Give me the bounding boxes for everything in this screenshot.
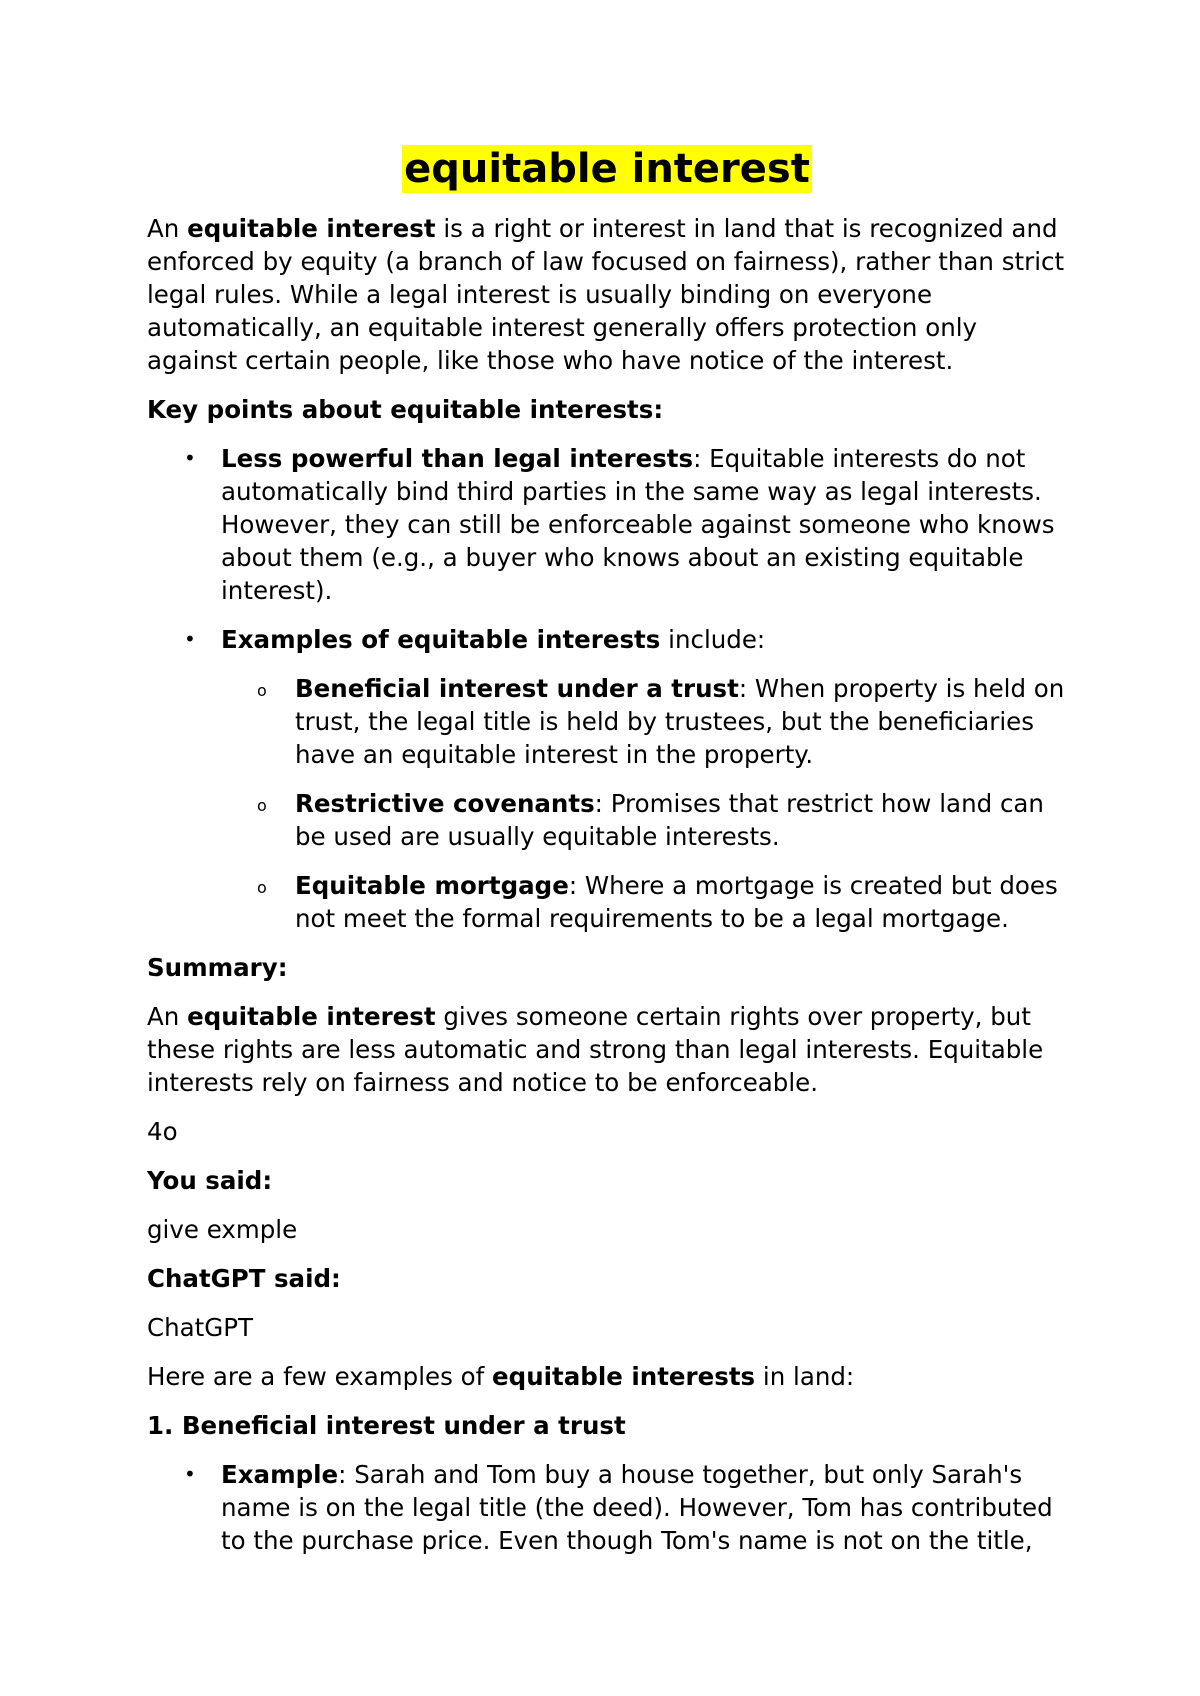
chatgpt-said-label <box>147 1262 1067 1295</box>
list-item-example1 <box>147 1458 1067 1557</box>
bullet-icon: • <box>184 627 196 651</box>
intro-text-start: An <box>147 214 188 243</box>
example1-list <box>147 1458 1067 1557</box>
sublist-item-text: : Promises that restrict how land can be used are usually equitable interests. <box>295 789 1044 851</box>
examples-intro-rest: in land: <box>755 1362 855 1391</box>
sublist-item-trust <box>221 672 1067 771</box>
sublist-item-bold: Beneficial interest under a trust <box>295 674 739 703</box>
examples-intro-paragraph <box>147 1360 1067 1393</box>
user-message: give exmple <box>147 1215 298 1244</box>
list-item-text: : Sarah and Tom buy a house together, but only Sarah's name is on the legal title (the deed). However, Tom has contributed to the purchase price. Even though Tom's name is not on the title, <box>221 1460 1053 1555</box>
title-block <box>147 145 1067 193</box>
summary-text-rest: gives someone certain rights over property, but these rights are less automatic and strong than legal interests. Equitable interests rely on fairness and notice to be enforceable. <box>147 1002 1044 1097</box>
summary-heading-text: Summary: <box>147 953 288 982</box>
bullet-icon: • <box>184 446 196 470</box>
intro-paragraph <box>147 212 1067 377</box>
key-points-heading-text: Key points about equitable interests: <box>147 395 664 424</box>
list-item-bold: Less powerful than legal interests <box>221 444 694 473</box>
circle-bullet-icon: o <box>257 796 267 815</box>
key-points-list <box>147 442 1067 935</box>
examples-intro-bold: equitable interests <box>492 1362 756 1391</box>
model-label: 4o <box>147 1117 178 1146</box>
sublist-item-text: : Where a mortgage is created but does not meet the formal requirements to be a legal mortgage. <box>295 871 1058 933</box>
you-said-label <box>147 1164 1067 1197</box>
list-item-text: include: <box>660 625 766 654</box>
chatgpt-said-text: ChatGPT said: <box>147 1264 341 1293</box>
bullet-icon: • <box>184 1462 196 1486</box>
sublist-item-text: : When property is held on trust, the legal title is held by trustees, but the beneficiaries have an equitable interest in the property. <box>295 674 1065 769</box>
list-item-text: : Equitable interests do not automatically bind third parties in the same way as legal interests. However, they can still be enforceable against someone who knows about them (e.g., a buyer who knows about an existing equitable interest). <box>221 444 1055 605</box>
summary-text-start: An <box>147 1002 188 1031</box>
circle-bullet-icon: o <box>257 878 267 897</box>
section1-heading-text: 1. Beneficial interest under a trust <box>147 1411 626 1440</box>
section1-heading <box>147 1409 1067 1442</box>
sublist-item-bold: Equitable mortgage <box>295 871 569 900</box>
list-item-bold: Examples of equitable interests <box>221 625 661 654</box>
sublist-item-bold: Restrictive covenants <box>295 789 595 818</box>
page-title: equitable interest <box>404 146 810 192</box>
examples-sublist <box>221 672 1067 935</box>
summary-bold-term: equitable interest <box>187 1002 436 1031</box>
chatgpt-name: ChatGPT <box>147 1313 253 1342</box>
you-said-text: You said: <box>147 1166 273 1195</box>
list-item-bold: Example <box>221 1460 339 1489</box>
list-item-less-powerful <box>147 442 1067 607</box>
sublist-item-covenants <box>221 787 1067 853</box>
circle-bullet-icon: o <box>257 681 267 700</box>
sublist-item-mortgage <box>221 869 1067 935</box>
intro-bold-term: equitable interest <box>187 214 436 243</box>
summary-paragraph <box>147 1000 1067 1099</box>
intro-text-rest: is a right or interest in land that is recognized and enforced by equity (a branch of law focused on fairness), rather than strict legal rules. While a legal interest is usually binding on everyone automatically, an equitable interest generally offers protection only against certain people, like those who have notice of the interest. <box>147 214 1065 375</box>
examples-intro-start: Here are a few examples of <box>147 1362 493 1391</box>
list-item-examples <box>147 623 1067 935</box>
summary-heading <box>147 951 1067 984</box>
document-content <box>147 145 1067 1573</box>
key-points-heading <box>147 393 1067 426</box>
